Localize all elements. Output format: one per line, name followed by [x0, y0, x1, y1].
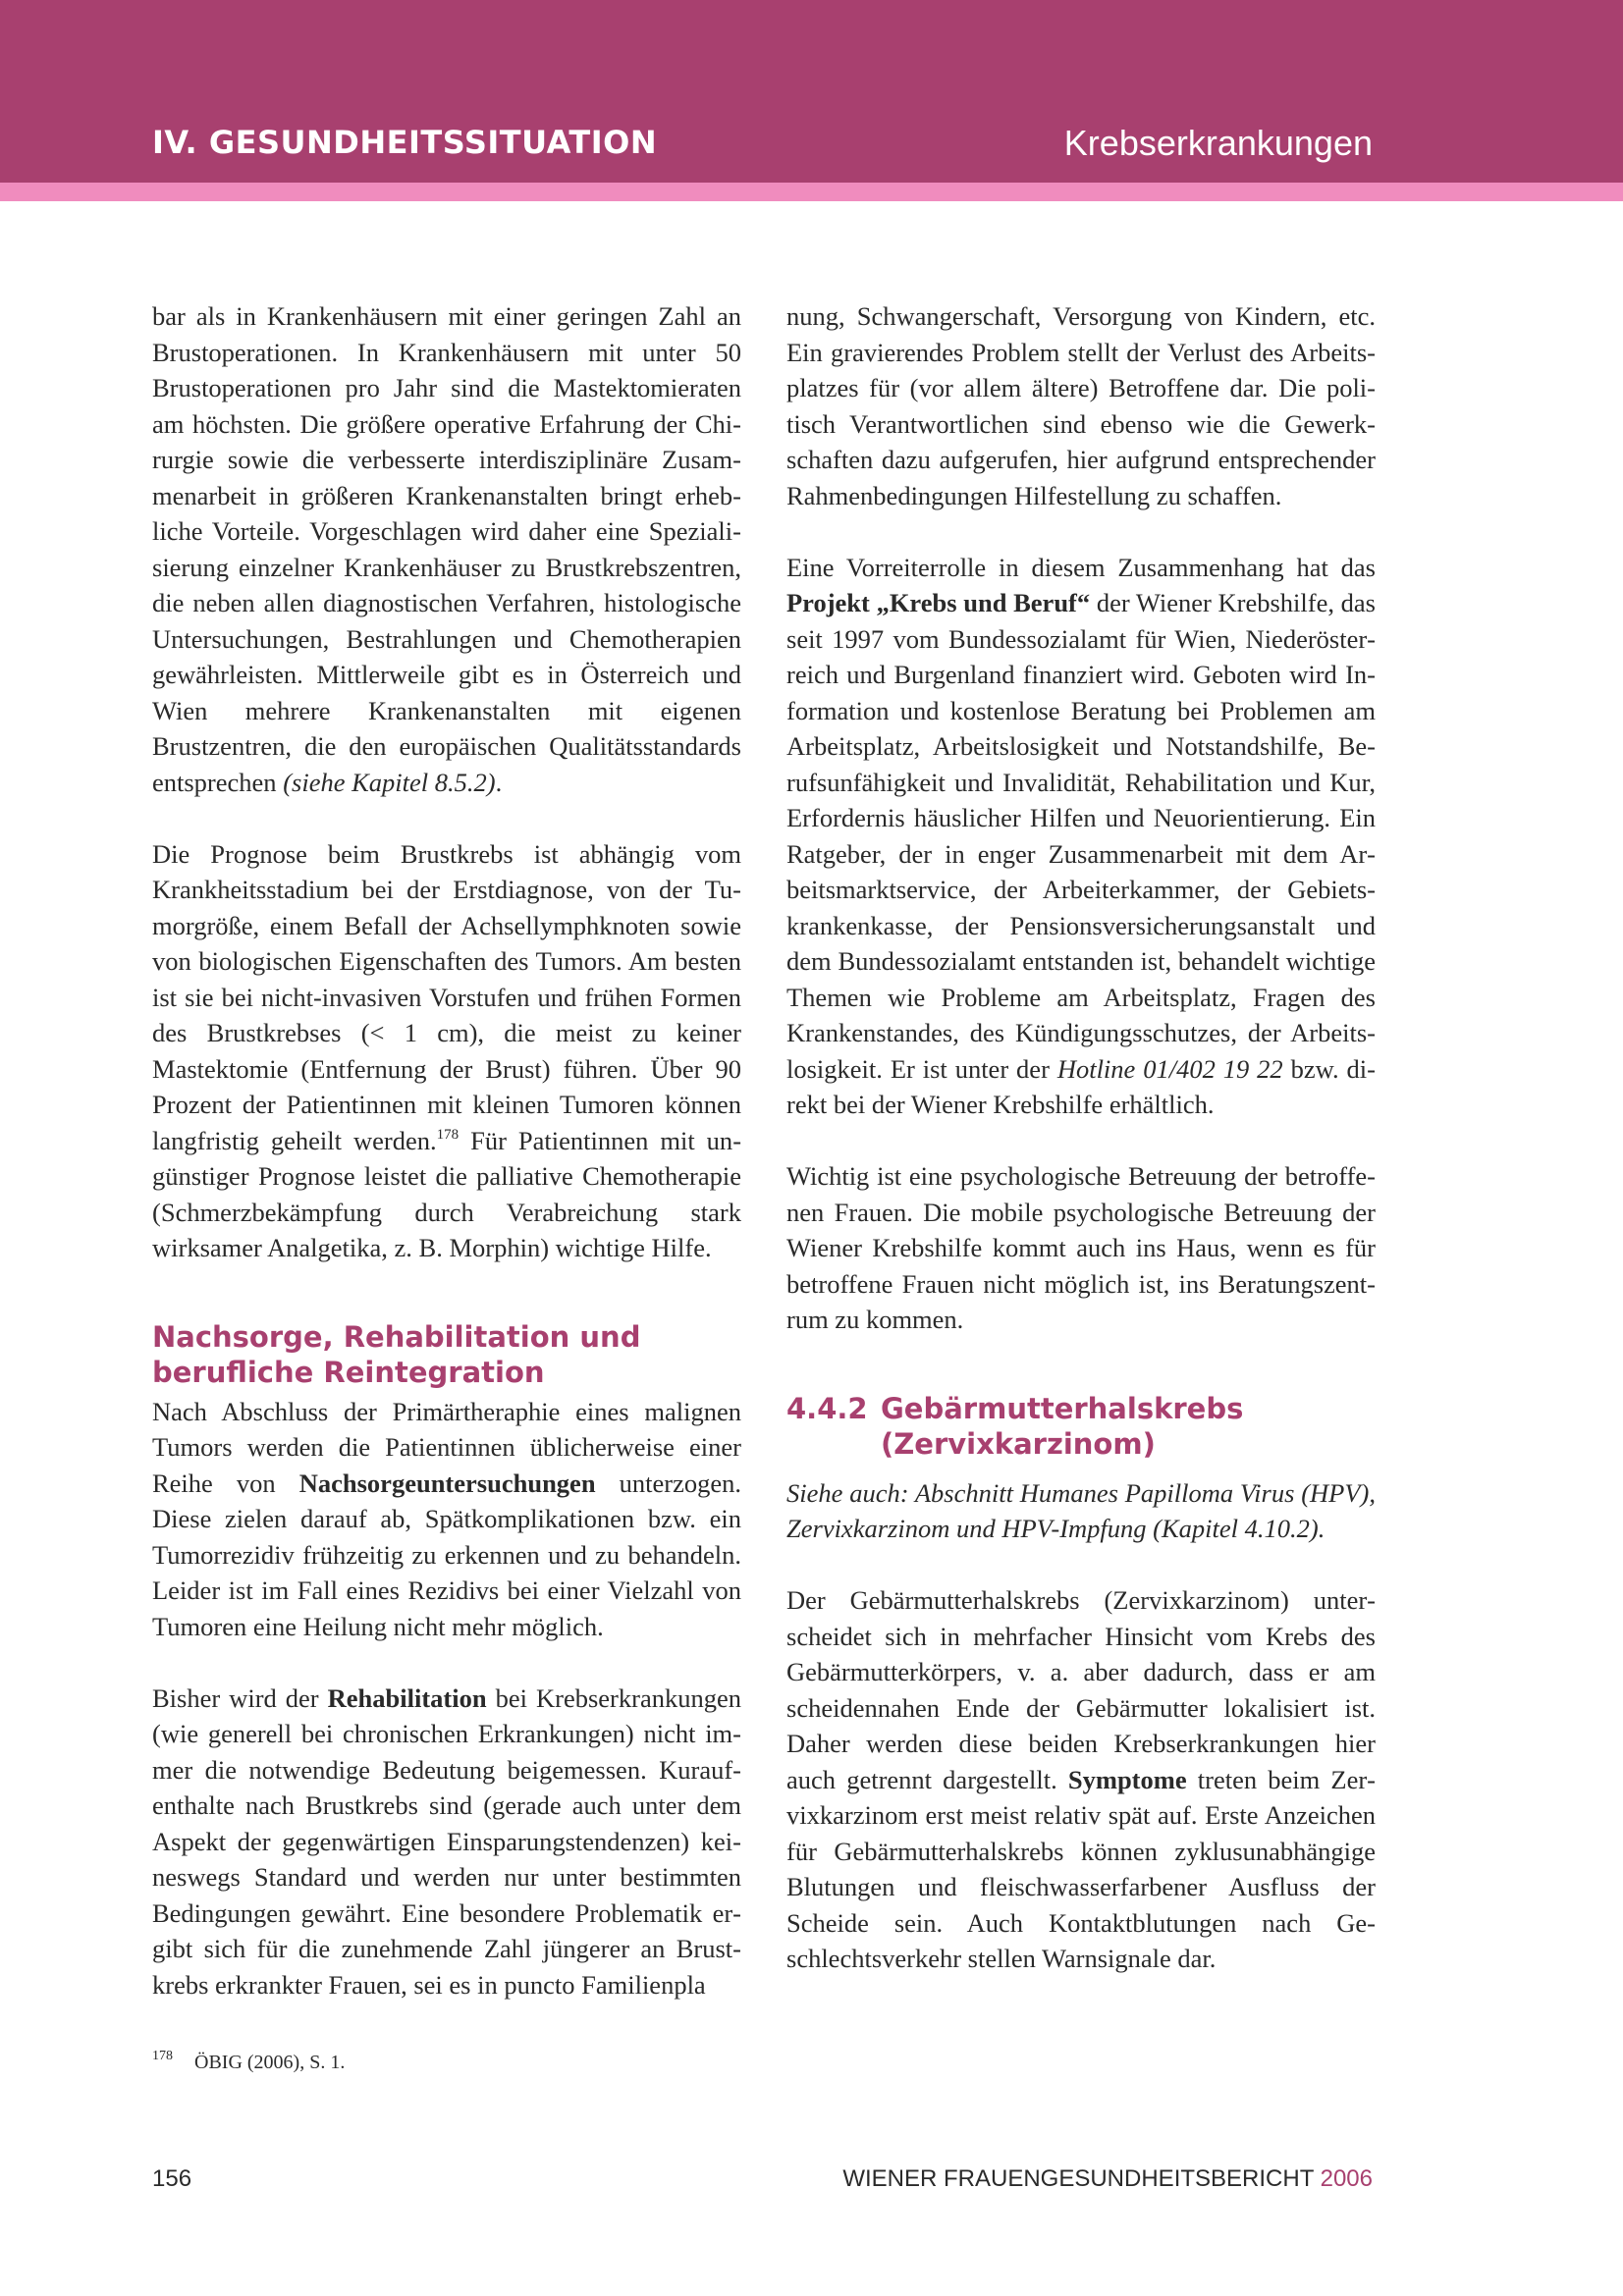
chapter-title: IV. GESUNDHEITSSITUATION	[152, 124, 658, 161]
footnote-text: ÖBIG (2006), S. 1.	[194, 2052, 346, 2073]
header-stripe	[0, 183, 1623, 201]
left-column	[152, 298, 741, 2002]
hotline-number: Hotline 01/402 19 22	[1056, 1053, 1283, 1084]
footnote-marker[interactable]: 178	[436, 1126, 460, 1143]
section-title: Gebärmutterhalskrebs (Zervixkarzinom)	[881, 1391, 1244, 1461]
right-column	[786, 298, 1376, 1977]
report-year: 2006	[1320, 2165, 1373, 2192]
bold-term: Rehabilitation	[327, 1682, 487, 1713]
paragraph-psychological-support: Wichtig ist eine psychologische Betreuung der betroffenen Frauen. Die mobile psychologische Betreuung der Wiener Krebshilfe kommt auch ins Haus, wenn es für betroffene Frauen nicht möglich ist, ins Beratungszentrum zu kommen.	[786, 1161, 1376, 1334]
subheading-aftercare: Nachsorge, Rehabilitation und berufliche Reintegration	[152, 1319, 641, 1389]
bold-term: Nachsorgeuntersuchungen	[298, 1468, 596, 1498]
paragraph-rehabilitation: Bisher wird der Rehabilitation bei Krebserkrankungen (wie generell bei chronischen Erkrankungen) nicht immer die notwendige Bedeutung beigemessen. Kuraufenthalte nach Brustkrebs sind (gerade auch unter dem Aspekt der gegenwärtigen Einsparungstendenzen) keineswegs Standard und werden nur unter bestimmten Bedingungen gewährt. Eine besondere Problematik ergibt sich für die zunehmende Zahl jüngerer an Brustkrebs erkrankter Frauen, sei es in puncto Familienpla	[152, 1682, 741, 2000]
topic-title: Krebserkrankungen	[1063, 123, 1373, 163]
paragraph-project-krebs-und-beruf: Eine Vorreiterrolle in diesem Zusammenhang hat das Projekt „Krebs und Beruf“ der Wiener Krebshilfe, das seit 1997 vom Bundessozialamt für Wien, Niederösterreich und Burgenland finanziert wird. Geboten wird Information und kostenlose Beratung bei Problemen am Arbeitsplatz, Arbeitslosigkeit und Notstandshilfe, Berufsunfähigkeit und Invalidität, Rehabilitation und Kur, Erfordernis häuslicher Hilfen und Neuorientierung. Ein Ratgeber, der in enger Zusammenarbeit mit dem Arbeitsmarktservice, der Arbeiterkammer, der Gebietskrankenkasse, der Pensionsversicherungsanstalt und dem Bundessozialamt entstanden ist, behandelt wichtige Themen wie Probleme am Arbeitsplatz, Fragen des Krankenstandes, des Kündigungsschutzes, der Arbeitslosigkeit. Er ist unter der Hotline 01/402 19 22 bzw. direkt bei der Wiener Krebshilfe erhältlich.	[786, 552, 1376, 1119]
paragraph-cervical-cancer: Der Gebärmutterhalskrebs (Zervixkarzinom) unterscheidet sich in mehrfacher Hinsicht vom Krebs des Gebärmutterkörpers, v. a. aber dadurch, dass er am scheidennahen Ende der Gebärmutter lokalisiert ist. Daher werden diese beiden Krebserkrankungen hier auch getrennt dargestellt. Symptome treten beim Zervixkarzinom erst meist relativ spät auf. Erste Anzeichen für Gebärmutterhalskrebs können zyklusunabhängige Blutungen und fleischwasserfarbener Ausfluss der Scheide sein. Auch Kontaktblutungen nach Geschlechtsverkehr stellen Warnsignale dar.	[786, 1585, 1376, 1973]
paragraph-aftercare: Nach Abschluss der Primärtheraphie eines malignen Tumors werden die Patientinnen üblicherweise einer Reihe von Nachsorgeuntersuchungen unterzogen. Diese zielen darauf ab, Spätkomplikationen bzw. ein Tumorrezidiv frühzeitig zu erkennen und zu behandeln. Leider ist im Fall eines Rezidivs bei einer Vielzahl von Tumoren eine Heilung nicht mehr möglich.	[152, 1396, 741, 1641]
paragraph-prognosis: Die Prognose beim Brustkrebs ist abhängig vom Krankheitsstadium bei der Erstdiagnose, von der Tumorgröße, einem Befall der Achsellymphknoten sowie von biologischen Eigenschaften des Tumors. Am besten ist sie bei nicht-invasiven Vorstufen und frühen Formen des Brustkrebses (< 1 cm), die meist zu keiner Mastektomie (Entfernung der Brust) führen. Über 90 Prozent der Patientinnen mit kleinen Tumoren können langfristig geheilt werden.$^{178}$ Für Patientinnen mit ungünstiger Prognose leistet die palliative Chemotherapie (Schmerzbekämpfung durch Verabreichung stark wirksamer Analgetika, z. B. Morphin) wichtige Hilfe.	[152, 838, 742, 1262]
footnote-number: 178	[152, 2049, 173, 2063]
paragraph-breast-centers: bar als in Krankenhäusern mit einer geringen Zahl an Brustoperationen. In Krankenhäusern mit unter 50 Brustoperationen pro Jahr sind die Mastektomieraten am höchsten. Die größere operative Erfahrung der Chirurgie sowie die verbesserte interdisziplinäre Zusammenarbeit in größeren Krankenanstalten bringt erhebliche Vorteile. Vorgeschlagen wird daher eine Spezialisierung einzelner Krankenhäuser zu Brustkrebszentren, die neben allen diagnostischen Verfahren, histologische Untersuchungen, Bestrahlungen und Chemotherapien gewährleisten. Mittlerweile gibt es in Österreich und Wien mehrere Krankenanstalten mit eigenen Brustzentren, die den europäischen Qualitätsstandards entsprechen (siehe Kapitel 8.5.2).	[152, 301, 741, 797]
see-also-note: Siehe auch: Abschnitt Humanes Papilloma Virus (HPV), Zervixkarzinom und HPV-Impfung (Kapitel 4.10.2).	[786, 1477, 1376, 1543]
chapter-reference: (siehe Kapitel 8.5.2)	[283, 767, 496, 797]
footnote	[152, 2049, 345, 2074]
running-title: WIENER FRAUENGESUNDHEITSBERICHT 2006	[842, 2165, 1373, 2192]
section-number: 4.4.2	[786, 1391, 868, 1425]
page-number: 156	[152, 2165, 192, 2192]
project-name: Projekt „Krebs und Beruf“	[786, 588, 1091, 617]
section-heading-4-4-2	[786, 1391, 1376, 1462]
paragraph-family-planning: nung, Schwangerschaft, Versorgung von Kindern, etc. Ein gravierendes Problem stellt der Verlust des Arbeitsplatzes für (vor allem ältere) Betroffene dar. Die politisch Verantwortlichen sind ebenso wie die Gewerkschaften dazu aufgerufen, hier aufgrund entsprechender Rahmenbedingungen Hilfestellung zu schaffen.	[786, 301, 1376, 510]
bold-term: Symptome	[1067, 1764, 1187, 1794]
